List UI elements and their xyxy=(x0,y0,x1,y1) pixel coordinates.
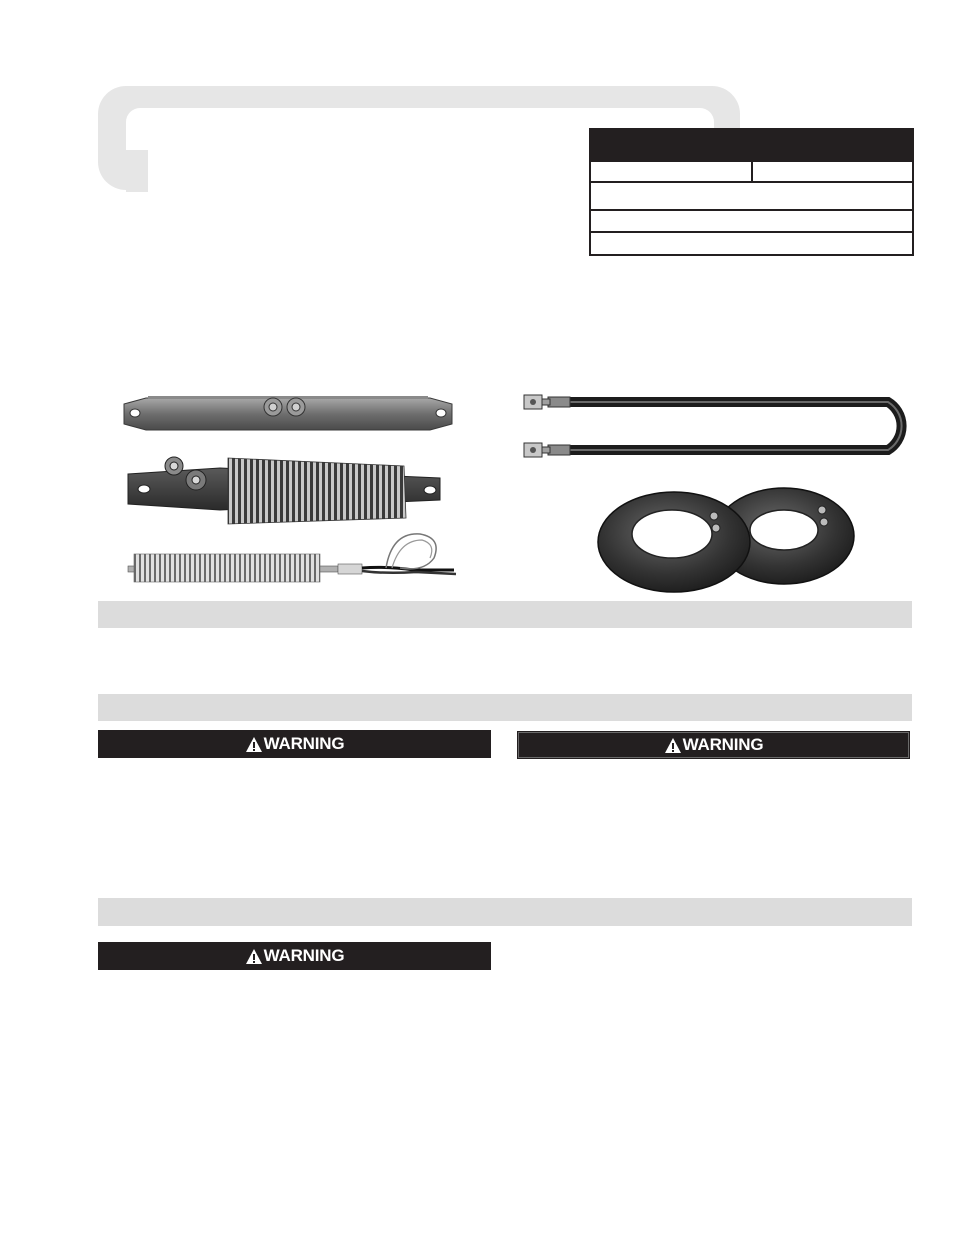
warning-triangle-icon xyxy=(664,737,682,754)
header-tab-leg xyxy=(126,150,148,192)
info-table-cell-right xyxy=(751,162,913,181)
ring-heater-photo xyxy=(594,484,860,594)
tubular-heater-photo xyxy=(516,392,920,458)
info-table xyxy=(589,128,914,256)
warning-header-left-2 xyxy=(98,942,491,970)
warning-triangle-icon xyxy=(245,736,263,753)
info-table-row xyxy=(591,209,912,231)
warning-label: WARNING xyxy=(682,735,764,754)
finned-tubular-heater-photo xyxy=(124,528,464,588)
warning-label: WARNING xyxy=(263,946,345,965)
info-table-row xyxy=(591,231,912,254)
finned-strip-heater-photo xyxy=(124,452,444,528)
info-table-row xyxy=(591,181,912,209)
warning-header-left-1 xyxy=(98,730,491,758)
info-table-row-split xyxy=(591,160,912,181)
warning-header-right-1 xyxy=(517,731,910,759)
section-bar-1 xyxy=(98,601,912,628)
warning-label: WARNING xyxy=(263,734,345,753)
section-bar-3 xyxy=(98,898,912,926)
info-table-cell-left xyxy=(591,162,751,181)
info-table-header xyxy=(591,130,912,160)
strip-heater-photo xyxy=(118,392,458,440)
warning-triangle-icon xyxy=(245,948,263,965)
section-bar-2 xyxy=(98,694,912,721)
